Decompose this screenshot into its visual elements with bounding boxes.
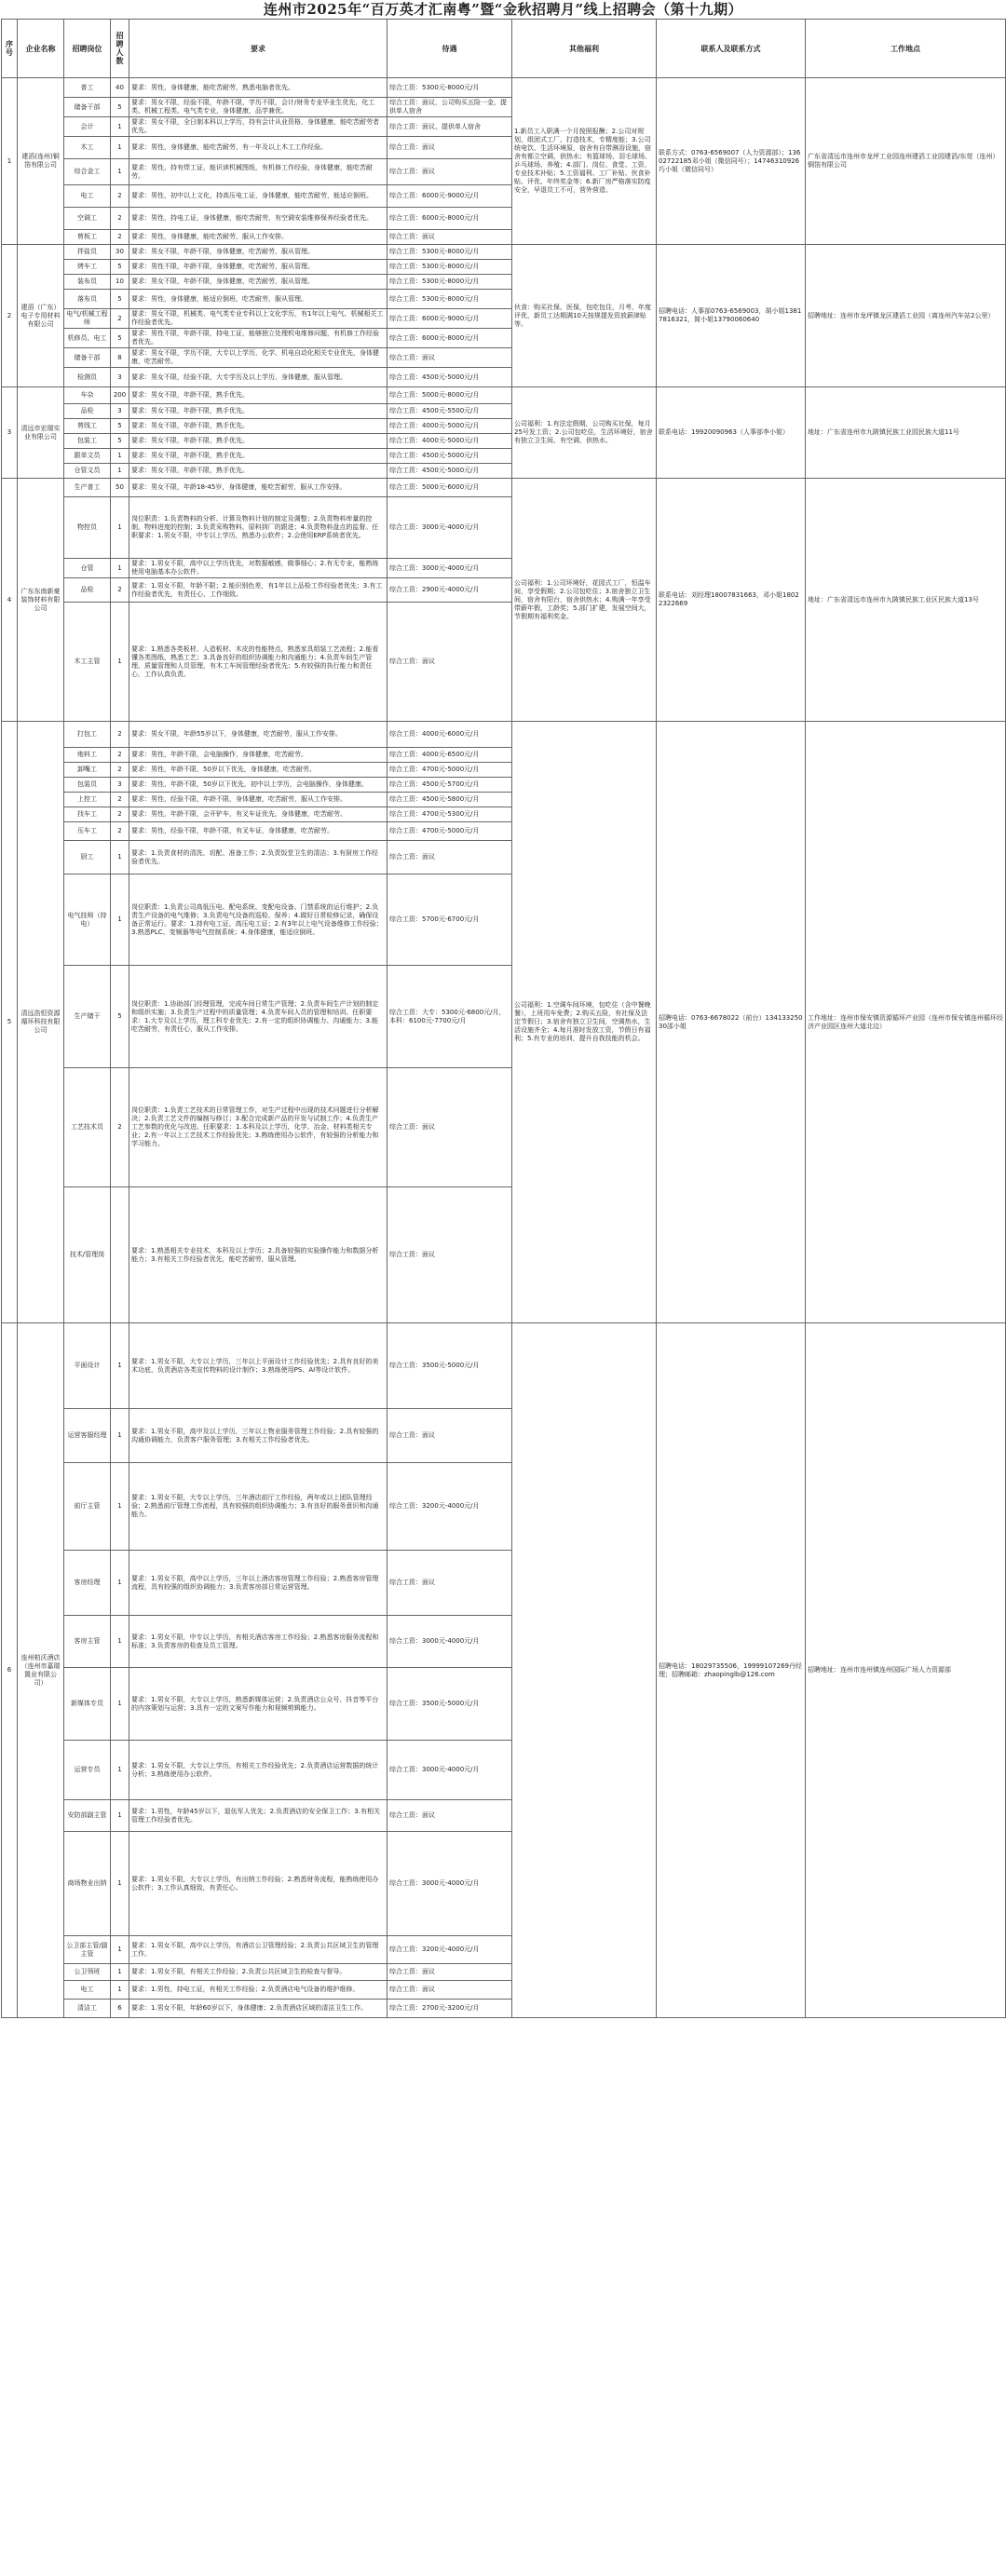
job-pay: 综合工资：2700元-3200元/月 [387,2000,512,2018]
job-requirements: 要求：1.男女不限，高中以上学历，有酒店公卫管理经验；2.负责公共区域卫生的管理工作。 [129,1936,387,1964]
job-post: 电气/机械工程师 [64,309,111,329]
job-requirements: 要求：男女不限，年龄不限，熟手优先。 [129,419,387,434]
job-requirements: 要求：1.负责食材的清洗、切配、准备工作；2.负责饭堂卫生的清洁；3.有厨房工作经验者优先。 [129,841,387,874]
job-post: 空调工 [64,208,111,230]
job-pay: 综合工资：面议 [387,348,512,368]
job-count: 1 [111,1668,129,1741]
job-post: 平面设计 [64,1323,111,1409]
job-pay: 综合工资：5000元-6000元/月 [387,479,512,497]
header-no: 序号 [2,20,18,78]
company-name: 连州柏沃酒店（连州市嘉瑞置业有限公司） [18,1323,64,2018]
job-post: 工艺技术员 [64,1068,111,1187]
job-count: 2 [111,763,129,778]
job-requirements: 要求：1.男女不限，大专以上学历，熟悉新媒体运营；2.负责酒店公众号、抖音等平台的内容策划与运营；3.具有一定的文案写作能力和视频剪辑能力。 [129,1668,387,1741]
job-pay: 综合工资：5300元-8000元/月 [387,78,512,98]
job-requirements: 岗位职责：1.负责物料的分析、计算及物料计划的制定及调整；2.负责物料库量的控制，物料进度的控制；3.负责采购物料、原料到厂的跟进；4.负责物料盘点的监督。任职要求：1.男女不限，中专以上学历，熟悉办公软件；2.会使用ERP系统者优先。 [129,497,387,559]
job-pay: 综合工资：3500元-5000元/月 [387,1323,512,1409]
job-requirements: 要求：1.男性，年龄45岁以下，退伍军人优先；2.负责酒店的安全保卫工作；3.有相关管理工作经验者优先。 [129,1800,387,1832]
job-post: 客房经理 [64,1551,111,1616]
job-count: 1 [111,874,129,966]
job-post: 物控员 [64,497,111,559]
company-contact: 联系方式：0763-6569007（人力资源部）；13602722185邓小姐（微信同号）；14746310926巧小姐（微信同号） [657,78,806,245]
job-pay: 综合工资：4000元-5000元/月 [387,419,512,434]
header-contact: 联系人及联系方式 [657,20,806,78]
job-post: 生产储干 [64,966,111,1068]
row-number: 5 [2,722,18,1323]
job-pay: 综合工资：面议 [387,137,512,159]
job-count: 1 [111,117,129,137]
company-name: 建滔(连州)铜箔有限公司 [18,78,64,245]
table-row [2,387,1006,404]
job-pay: 综合工资：面议 [387,1551,512,1616]
job-requirements: 要求：男性，经验不限，年龄不限，身体健康，吃苦耐劳，服从工作安排。 [129,793,387,807]
company-location: 招聘地址：连州市连州镇连州国际广场人力资源部 [806,1323,1006,2018]
table-row [2,479,1006,497]
job-requirements: 要求：男女不限，年龄55岁以下，身体健康，吃苦耐劳，服从工作安排。 [129,722,387,748]
job-post: 剪板工 [64,230,111,245]
company-name: 清远浩恒资源循环科技有限公司 [18,722,64,1323]
job-pay: 综合工资：面议，提供单人宿舍 [387,117,512,137]
header-welfare: 其他福利 [512,20,657,78]
job-count: 5 [111,434,129,449]
job-post: 储备干部 [64,348,111,368]
job-pay: 综合工资：3500元-5000元/月 [387,1668,512,1741]
job-post: 电气技师（持电） [64,874,111,966]
job-post: 技术/管理岗 [64,1187,111,1323]
header-post: 招聘岗位 [64,20,111,78]
company-location: 地址：广东省清远市连州市九陂镇民族工业区民族大道13号 [806,479,1006,722]
job-post: 包装工 [64,434,111,449]
job-requirements: 要求：1.男女不限，高中以上学历优先，对数据敏感，做事细心；2.有无专业，能熟练使用电脑基本办公软件。 [129,559,387,578]
header-requirements: 要求 [129,20,387,78]
job-count: 2 [111,822,129,841]
job-count: 2 [111,230,129,245]
company-location: 广东省清远市连州市龙坪工业园连州建滔工业园建滔/东莞（连州）铜箔有限公司 [806,78,1006,245]
job-pay: 综合工资：面议 [387,841,512,874]
company-name: 广东东南新豪装饰材料有限公司 [18,479,64,722]
job-count: 2 [111,722,129,748]
job-pay: 综合工资：4700元-5300元/月 [387,807,512,822]
header-count: 招聘人数 [111,20,129,78]
job-count: 1 [111,1936,129,1964]
job-count: 2 [111,807,129,822]
job-requirements: 要求：男性不限，年龄不限，持电工证，能够独立处理机电维修问题，有机修工作经验者优先。 [129,329,387,348]
job-count: 5 [111,290,129,309]
job-pay: 综合工资：3000元-4000元/月 [387,1741,512,1800]
job-post: 找车工 [64,807,111,822]
job-post: 机修员、电工 [64,329,111,348]
job-requirements: 要求：男性，经验不限，年龄不限，有叉车证，身体健康，吃苦耐劳。 [129,822,387,841]
row-number: 6 [2,1323,18,2018]
job-pay: 综合工资：4500元-5800元/月 [387,793,512,807]
job-requirements: 要求：男女不限，年龄不限，身体健康，吃苦耐劳，服从管理。 [129,245,387,260]
header-pay: 待遇 [387,20,512,78]
job-post: 烤车工 [64,260,111,275]
job-pay: 综合工资：6000元-8000元/月 [387,208,512,230]
company-contact: 联系电话：刘经理18007831663，邓小姐18022322669 [657,479,806,722]
job-post: 包装员 [64,778,111,793]
job-requirements: 要求：男性，身体健康，能吃苦耐劳，服从工作安排。 [129,230,387,245]
job-pay: 综合工资：面议 [387,1800,512,1832]
job-requirements: 要求：男女不限，年龄不限，熟手优先。 [129,404,387,419]
job-count: 50 [111,479,129,497]
job-count: 1 [111,1616,129,1668]
job-count: 1 [111,1832,129,1936]
job-requirements: 要求：男女不限，年龄不限，熟手优先。 [129,464,387,479]
job-pay: 综合工资：2900元-4000元/月 [387,578,512,603]
job-requirements: 要求：男性不限，年龄不限，身体健康，吃苦耐劳，服从管理。 [129,260,387,275]
job-post: 综合金工 [64,159,111,185]
job-post: 清洁工 [64,2000,111,2018]
job-pay: 综合工资：3200元-4000元/月 [387,1936,512,1964]
job-requirements: 要求：男性，年龄不限，50岁以下优先，初中以上学历，会电脑操作，身体健康。 [129,778,387,793]
job-requirements: 要求：男女不限，年龄不限，身体健康，吃苦耐劳，服从管理。 [129,275,387,290]
job-count: 1 [111,1551,129,1616]
job-post: 电工 [64,1981,111,2000]
job-count: 30 [111,245,129,260]
job-post: 压车工 [64,822,111,841]
company-contact: 招聘电话：18029735506，19999107269丹经理；招聘邮箱：zhaopinglb@126.com [657,1323,806,2018]
recruitment-table [1,19,1006,2018]
job-count: 5 [111,966,129,1068]
job-requirements: 要求：男性，持有焊工证，能识读机械图纸，有机修工作经验，身体健康，能吃苦耐劳。 [129,159,387,185]
job-count: 3 [111,778,129,793]
job-post: 品检 [64,404,111,419]
job-count: 5 [111,419,129,434]
job-post: 商场物业出纳 [64,1832,111,1936]
job-count: 2 [111,578,129,603]
company-location: 工作地址：连州市保安镇资源循环产业园（连州市保安镇连州循环经济产业园区连州大道北边） [806,722,1006,1323]
job-requirements: 要求：男性，年龄不限，会电脑操作，身体健康，吃苦耐劳。 [129,748,387,763]
job-requirements: 要求：男女不限，经验不限，大专学历及以上学历，身体健康，服从管理。 [129,368,387,387]
job-pay: 综合工资：3000元-4000元/月 [387,559,512,578]
job-pay: 综合工资：面议 [387,1187,512,1323]
job-pay: 综合工资：面议 [387,1409,512,1463]
company-welfare [512,1323,657,2018]
job-count: 1 [111,497,129,559]
job-pay: 综合工资：面议 [387,1981,512,2000]
job-requirements: 岗位职责：1.负责工艺技术的日常管理工作，对生产过程中出现的技术问题进行分析解决；2.负责工艺文件的编制与修订；3.配合完成新产品的开发与试制工作；4.负责生产工艺参数的优化与改进。任职要求：1.本科及以上学历，化学、冶金、材料类相关专业；2.有一年以上工艺技术工作经验优先；3.熟练使用办公软件，有较强的分析能力和学习能力。 [129,1068,387,1187]
job-pay: 综合工资：3000元-4000元/月 [387,1832,512,1936]
job-pay: 综合工资：6000元-9000元/月 [387,309,512,329]
job-count: 1 [111,1409,129,1463]
job-post: 厨工 [64,841,111,874]
job-requirements: 要求：1.熟悉相关专业技术，本科及以上学历；2.具备较强的实验操作能力和数据分析能力；3.有相关工作经验者优先，能吃苦耐劳，服从管理。 [129,1187,387,1323]
job-requirements: 要求：1.男女不限，有相关工作经验；2.负责公共区域卫生的检查与督导。 [129,1964,387,1981]
job-post: 运营专员 [64,1741,111,1800]
job-pay: 综合工资：5300元-8000元/月 [387,275,512,290]
job-requirements: 要求：1.男性，持电工证，有相关工作经验；2.负责酒店电气设备的维护维修。 [129,1981,387,2000]
company-name: 清远市宏瑞实业有限公司 [18,387,64,479]
job-pay: 综合工资：3000元-4000元/月 [387,497,512,559]
job-requirements: 要求：男女不限，年龄不限，熟手优先。 [129,387,387,404]
job-pay: 综合工资：4500元-5700元/月 [387,778,512,793]
job-pay: 综合工资：面议 [387,603,512,722]
job-count: 2 [111,208,129,230]
job-pay: 综合工资：4500元-5000元/月 [387,449,512,464]
job-pay: 综合工资：面议，公司购买五险一金，提供单人宿舍 [387,98,512,117]
job-count: 1 [111,159,129,185]
job-post: 电工 [64,185,111,208]
job-count: 6 [111,2000,129,2018]
job-pay: 综合工资：面议 [387,159,512,185]
row-number: 1 [2,78,18,245]
job-pay: 综合工资：大专：5300元-6800元/月，本科：6100元-7700元/月 [387,966,512,1068]
job-post: 炮料工 [64,748,111,763]
job-requirements: 要求：1.男女不限，高中以上学历，三年以上酒店客房管理工作经验；2.熟悉客房管理流程，具有较强的组织协调能力；3.负责客房部日常运营管理。 [129,1551,387,1616]
job-post: 跟单文员 [64,449,111,464]
company-welfare: 1.新员工入职满一个月按照报酬；2.公司对规划，组团式工厂，打造技术，专精度能；3.公司统电饮、生活环境原，宿舍有自带淋浴设施，宿舍有都立空调，供热水；有篮球场、羽毛球场、乒乓球场、养殖；4.部门、岗位、食堂、工资、专业技术补贴；5.工资福利、工厂补贴、伙食补贴、评优、年终奖金等；6.新厂房严格落实防疫安全，早退员工不可，营外营造。 [512,78,657,245]
job-post: 拌盐员 [64,245,111,260]
job-requirements: 要求：1.熟悉各类板材、人造板材、木皮的性能特点，熟悉家具组装工艺流程；2.能看懂各类图纸，熟悉工艺；3.具备良好的组织协调能力和沟通能力；4.负责车间生产管理、质量管理和人员管理，有木工车间管理经验者优先；5.有较强的执行能力和责任心，工作认真负责。 [129,603,387,722]
job-pay: 综合工资：面议 [387,230,512,245]
company-contact: 联系电话：19920090963（人事部李小姐） [657,387,806,479]
job-post: 公卫部主管/副主管 [64,1936,111,1964]
job-post: 剪线工 [64,419,111,434]
job-requirements: 要求：男女不限，机械类、电气类专业专科以上文化学历，有1年以上电气、机械相关工作经验者优先。 [129,309,387,329]
company-location: 招聘地址：连州市龙坪镇龙区建滔工业园（离连州汽车站2公里） [806,245,1006,387]
job-requirements: 要求：1.男女不限，大专以上学历，有出纳工作经验；2.熟悉财务流程，能熟练使用办公软件；3.工作认真细致，有责任心。 [129,1832,387,1936]
job-post: 落布员 [64,290,111,309]
job-pay: 综合工资：6000元-8000元/月 [387,329,512,348]
job-post: 打包工 [64,722,111,748]
job-count: 1 [111,1800,129,1832]
job-count: 2 [111,748,129,763]
job-requirements: 要求：男性，年龄不限，会开铲车，有叉车证优先，身体健康，吃苦耐劳。 [129,807,387,822]
job-pay: 综合工资：3200元-4000元/月 [387,1463,512,1551]
company-welfare: 公司福利：1.有法定假期，公司购买社保，每月25号发工资；2.公司包吃住，生活环境好，宿舍有独立卫生间、有空调、供热水。 [512,387,657,479]
job-requirements: 要求：男女不限，年龄不限，熟手优先。 [129,449,387,464]
job-pay: 综合工资：4000元-5000元/月 [387,434,512,449]
job-pay: 综合工资：4700元-5000元/月 [387,822,512,841]
job-post: 仓管文员 [64,464,111,479]
table-row [2,1323,1006,1409]
job-requirements: 要求：1.男女不限，大专以上学历，三年酒店前厅工作经验，两年或以上团队管理经验；2.熟悉前厅管理工作流程，具有较强的组织协调能力；3.有良好的服务意识和沟通能力。 [129,1463,387,1551]
job-count: 8 [111,348,129,368]
job-requirements: 要求：男性，持电工证，身体健康，能吃苦耐劳，有空调安装维修保养经验者优先。 [129,208,387,230]
job-requirements: 要求：男性，身体健康，能适应倒班，吃苦耐劳，服从管理。 [129,290,387,309]
company-name: 建滔（广东）电子专用材料有限公司 [18,245,64,387]
job-requirements: 要求：男性，身体健康，能吃苦耐劳，有一年及以上木工工作经验。 [129,137,387,159]
job-count: 2 [111,309,129,329]
job-count: 1 [111,603,129,722]
job-requirements: 岗位职责：1.负责公司高低压电、配电系统、变配电设备、门禁系统的运行维护；2.负责生产设备的电气维修；3.负责电气设备的巡检、保养；4.做好日常检修记录，确保设备正常运行。要求：1.持有电工证、高压电工证；2.有3年以上电气设备维修工作经验；3.熟悉PLC、变频器等电气控制系统；4.身体健康，能适应倒班。 [129,874,387,966]
job-post: 储备干部 [64,98,111,117]
page-title: 连州市2025年“百万英才汇南粤”暨“金秋招聘月”线上招聘会（第十九期） [263,1,743,18]
job-post: 木工主管 [64,603,111,722]
job-pay: 综合工资：4000元-6000元/月 [387,722,512,748]
job-requirements: 要求：1.男女不限，大专以上学历，有相关工作经验优先；2.负责酒店运营数据的统计分析；3.熟练使用办公软件。 [129,1741,387,1800]
row-number: 4 [2,479,18,722]
company-contact: 招聘电话：0763-6678022（前台）13413325030邵小姐 [657,722,806,1323]
job-count: 2 [111,793,129,807]
job-post: 装布员 [64,275,111,290]
table-row [2,722,1006,748]
job-pay: 综合工资：5300元-8000元/月 [387,245,512,260]
header-row [2,20,1006,78]
job-pay: 综合工资：4500元-5000元/月 [387,368,512,387]
job-post: 前厅主管 [64,1463,111,1551]
job-count: 5 [111,329,129,348]
company-contact: 招聘电话：人事部0763-6569003，胡小姐13817816321，简小姐13790060640 [657,245,806,387]
job-count: 2 [111,1068,129,1187]
job-post: 客房主管 [64,1616,111,1668]
job-count: 1 [111,1981,129,2000]
job-requirements: 要求：1.男女不限，中专以上学历，有相关酒店客房工作经验；2.熟悉客房服务流程和标准；3.负责客房的检查及员工管理。 [129,1616,387,1668]
job-post: 安防部副主管 [64,1800,111,1832]
job-count: 1 [111,1463,129,1551]
job-requirements: 要求：男女不限，经验不限，年龄不限，学历不限，会计/财务专业毕业生优先，化工类、机械工程类、电气类专业，身体健康，品学兼优。 [129,98,387,117]
header-location: 工作地点 [806,20,1006,78]
job-pay: 综合工资：面议 [387,1068,512,1187]
job-count: 5 [111,260,129,275]
job-requirements: 要求：男性，初中以上文化，持高压电工证，身体健康，能吃苦耐劳，能适应倒班。 [129,185,387,208]
job-pay: 综合工资：4500元-5500元/月 [387,404,512,419]
job-post: 新媒体专员 [64,1668,111,1741]
job-pay: 综合工资：4000元-6500元/月 [387,748,512,763]
job-count: 3 [111,404,129,419]
job-pay: 综合工资：4700元-5000元/月 [387,763,512,778]
job-pay: 综合工资：5300元-8000元/月 [387,260,512,275]
job-count: 10 [111,275,129,290]
job-count: 1 [111,1741,129,1800]
job-pay: 综合工资：面议 [387,1964,512,1981]
job-requirements: 要求：男女不限，全日制本科以上学历，持有会计从业资格，身体健康，能吃苦耐劳者优先。 [129,117,387,137]
job-pay: 综合工资：4500元-5000元/月 [387,464,512,479]
job-post: 木工 [64,137,111,159]
table-body [2,78,1006,2018]
table-row [2,78,1006,98]
company-location: 地址：广东省连州市九陂镇民族工业园民族大道11号 [806,387,1006,479]
job-post: 运营客服经理 [64,1409,111,1463]
job-count: 1 [111,841,129,874]
company-welfare: 公司福利：1.公司环境好，花园式工厂，恒温车间，享受假期；2.公司包吃住；3.宿舍独立卫生间，宿舍有阳台，宿舍供热水；4.购满一年享受带薪年假，工龄奖；5.部门扩建，发展空间大，节假期有福利奖金。 [512,479,657,722]
job-count: 40 [111,78,129,98]
job-post: 上控工 [64,793,111,807]
job-count: 2 [111,185,129,208]
job-requirements: 要求：1.男女不限，年龄60岁以下，身体健康；2.负责酒店区域的清洁卫生工作。 [129,2000,387,2018]
job-count: 5 [111,98,129,117]
job-requirements: 要求：男性，年龄不限，50岁以下优先，身体健康，吃苦耐劳。 [129,763,387,778]
table-row [2,245,1006,260]
job-count: 1 [111,1964,129,1981]
job-post: 车杂 [64,387,111,404]
job-post: 品检 [64,578,111,603]
company-welfare: 伙食：购买社保、医保，包吃包住，月考，年度评优，新员工达期满10天按规提发资放薪津贴等。 [512,245,657,387]
job-count: 1 [111,559,129,578]
company-welfare: 公司福利：1.空调车间环境，包吃住（含中餐晚餐），上班用车免费；2.购买五险，有社保及法定节假日；3.宿舍有独立卫生间，空调热水，生活设施齐全；4.每月准时发放工资，节假日有福利；5.有专业的培训，提升自我技能的机会。 [512,722,657,1323]
job-pay: 综合工资：6000元-9000元/月 [387,185,512,208]
row-number: 3 [2,387,18,479]
job-pay: 综合工资：5700元-6700元/月 [387,874,512,966]
job-requirements: 要求：男女不限，学历不限，大专以上学历，化学、机电自动化相关专业优先，身体健康，吃苦耐劳。 [129,348,387,368]
job-requirements: 要求：1.男女不限，高中及以上学历，三年以上物业服务管理工作经验；2.具有较强的沟通协调能力，负责客户服务管理；3.有相关工作经验者优先。 [129,1409,387,1463]
job-pay: 综合工资：3000元-4000元/月 [387,1616,512,1668]
job-post: 普工 [64,78,111,98]
job-requirements: 要求：男女不限，年龄18-45岁，身体健康，能吃苦耐劳，服从工作安排。 [129,479,387,497]
job-pay: 综合工资：5000元-8000元/月 [387,387,512,404]
job-post: 检测员 [64,368,111,387]
job-post: 会计 [64,117,111,137]
job-count: 200 [111,387,129,404]
job-count: 3 [111,368,129,387]
job-requirements: 要求：1.男女不限，年龄不限；2.能识别色差，有1年以上品检工作经验者优先；3.有工作经验者优先，有责任心，工作细致。 [129,578,387,603]
job-post: 公卫领班 [64,1964,111,1981]
job-requirements: 要求：男性，身体健康，能吃苦耐劳，熟悉电脑者优先。 [129,78,387,98]
header-company: 企业名称 [18,20,64,78]
job-requirements: 岗位职责：1.协助部门经理管理，完成车间日常生产管理；2.负责车间生产计划的制定和组织实施；3.负责生产过程中的质量管理；4.负责车间人员的管理和培训。任职要求：1.大专及以上学历，理工科专业优先；2.有一定的组织协调能力、沟通能力；3.能吃苦耐劳，有责任心，服从工作安排。 [129,966,387,1068]
job-count: 1 [111,137,129,159]
job-pay: 综合工资：5300元-8000元/月 [387,290,512,309]
job-requirements: 要求：1.男女不限，大专以上学历，三年以上平面设计工作经验优先；2.具有良好的美术功底，负责酒店各类宣传物料的设计制作；3.熟练使用PS、AI等设计软件。 [129,1323,387,1409]
job-count: 1 [111,464,129,479]
job-post: 生产普工 [64,479,111,497]
row-number: 2 [2,245,18,387]
job-requirements: 要求：男女不限，年龄不限，熟手优先。 [129,434,387,449]
job-post: 卸嘴工 [64,763,111,778]
job-post: 仓管 [64,559,111,578]
job-count [111,1187,129,1323]
job-count: 1 [111,449,129,464]
job-count: 1 [111,1323,129,1409]
